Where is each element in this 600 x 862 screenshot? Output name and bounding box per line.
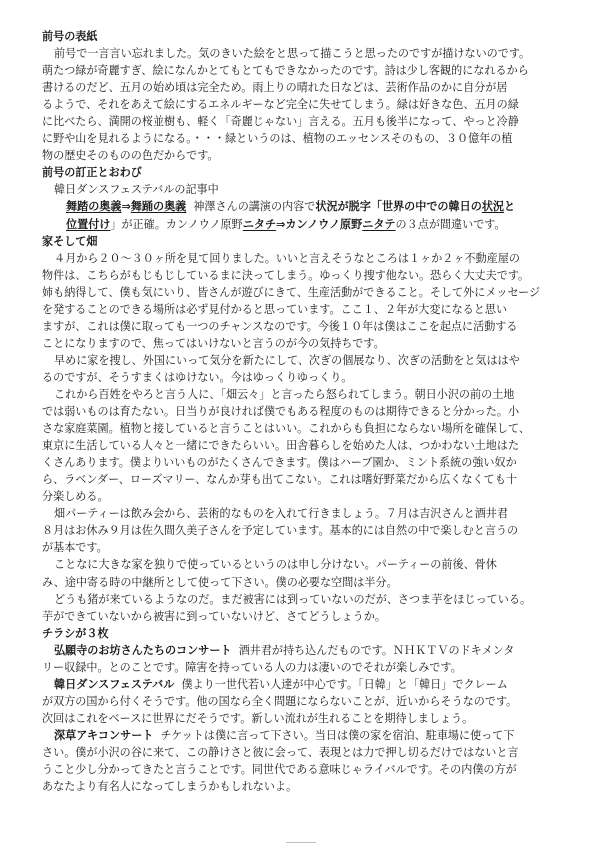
text-line: 次回はこれをベースに世界にだそうです。新しい流れが生れることを期待しましょう。: [42, 711, 474, 725]
section-heading-flyers: チラシが３枚: [42, 626, 109, 640]
flyer-item-temple-concert: [42, 642, 570, 676]
page-footer-mark: [286, 842, 316, 851]
corrections-intro: 韓日ダンスフェステバルの記事中: [54, 183, 219, 197]
arrow-icon: ⇒: [121, 200, 131, 214]
text-line: 酒井君が持ち込んだものです。ＮＨＫＴＶのドキメンタ: [238, 643, 515, 657]
paragraph-cover: [42, 45, 570, 164]
text-line: うこと少し分かってきたと言うことです。同世代である意味じゃライバルです。その内僕の方が: [42, 763, 517, 777]
text-line: 僕より一世代若い人達が中心です。「日韓」と「韓日」でクレーム: [181, 677, 508, 691]
text-line: ますが、これは僕に取っても一つのチャンスなのです。今後１０年は僕はここを起点に活動する: [42, 319, 518, 333]
highlight-term: 状況: [481, 200, 505, 214]
flyer-title: 深草アキコンサート: [54, 728, 154, 742]
text-line: るようで、それをあえて絵にするエネルギーなど完全に失せてしまう。緑は好きな色、五月の緑: [42, 98, 519, 112]
highlight-term: 位置付け: [66, 217, 111, 231]
correction-line-1: [42, 198, 570, 215]
text-line: 畑パーティーは飲み会から、芸術的なものを入れて行きましょう。７月は吉沢さんと酒井君: [54, 507, 508, 521]
text-line: では弱いものは育たない。日当りが良ければ僕でもある程度のものは期待できると分かった。小: [42, 405, 520, 419]
text-line: これから百姓をやろと言う人に、「畑云々」と言ったら怒られてしまう。朝日小沢の前の土地: [54, 387, 515, 401]
text-line: ４月から２０～３０ヶ所を見て回りました。いいと言えそうなところは１ヶか２ヶ不動産屋の: [54, 251, 520, 265]
correction-text: カンノウノ原野: [285, 217, 363, 231]
text-line: に野や山を見れるようになる。・・・緑というのは、植物のエッセンスそのもの、３０億年の植: [42, 132, 513, 146]
text-line: が双方の国から付くそうです。他の国なら全く問題にならないことが、近いからそうなのです。: [42, 694, 518, 708]
text-line: ８月はお休み９月は佐久間久美子さんを予定しています。基本的には自然の中で楽しむと言うの: [42, 524, 519, 538]
text-line: を発することのできる場所は必ず見付かると思っています。ここ１、２年が大変になると思い: [42, 302, 508, 316]
text-line: 前号で一言言い忘れました。気のきいた絵をと思って描こうと思ったのですが描けないのです。: [54, 47, 531, 61]
text-line: リー収録中。とのことです。障害を持っている人の力は凄いのでそれが楽しみです。: [42, 660, 462, 674]
text-line: 姉も納得して、僕も気にいり、皆さんが遊びにきて、生産活動ができること。そして外にメッセージ: [42, 285, 541, 299]
paragraph-farming: [42, 386, 570, 505]
text-line: あなたより有名人になってしまうかもしれないよ。: [42, 780, 298, 794]
paragraph-big-house: [42, 556, 570, 590]
wrong-term: ニタチ: [242, 217, 277, 231]
flyer-item-aki-concert: [42, 727, 570, 795]
section-heading-corrections: 前号の訂正とおわび: [42, 166, 142, 180]
section-heading-cover: 前号の表紙: [42, 30, 98, 43]
text-line: さい。僕が小沢の谷に来て、この静けさと彼に会って、表現とは力で押し切るだけではないと言: [42, 745, 519, 759]
paragraph-boar: [42, 591, 570, 625]
text-line: が基本です。: [42, 541, 108, 555]
text-line: くさんあります。僕よりいいものがたくさんできます。僕はハーブ園か、ミント系統の強い奴か: [42, 456, 517, 470]
correct-term: 舞踊の奥義: [130, 200, 187, 214]
correct-term: ニタテ: [362, 217, 396, 231]
text-line: 萌たつ緑が奇麗すぎ、絵になんかとてもとてもできなかったのです。詩は少し客観的になれるから: [42, 64, 529, 78]
wrong-term: 舞踏の奥義: [66, 200, 122, 214]
correction-text: の３点が間違いです。: [395, 217, 506, 231]
flyer-item-dance-festival: [42, 676, 570, 727]
text-line: 東京に生活している人々と一緒にできたらいい。田舎暮らしを始めた人は、つかわない土地はた: [42, 439, 520, 453]
correction-text: 」が正確。カンノウノ原野: [110, 217, 243, 231]
text-line: 分楽しめる。: [42, 490, 109, 504]
text-line: どうも猪が来ているようなのだ。まだ被害には到っていないのだが、さつま芋をほじっている。: [54, 592, 532, 606]
text-line: 書けるのだど、五月の始め頃は完全ため。雨上りの晴れた日などは、芸術作品のかに自分が居: [42, 81, 508, 95]
arrow-icon: ⇒: [276, 217, 286, 231]
highlight-term: 状況: [315, 200, 338, 214]
paragraph-house: [42, 250, 570, 352]
correction-text: が脱字「世界の中での韓日の: [337, 200, 482, 214]
text-line: ら、ラベンダー、ローズマリー、なんか芽も出てこない。これは嗜好野菜だから広くなくても十: [42, 473, 517, 487]
flyer-title: 韓日ダンスフェステバル: [54, 677, 175, 691]
paragraph-field-party: [42, 505, 570, 556]
correction-line-2: [42, 216, 570, 233]
flyer-title: 弘願寺のお坊さんたちのコンサート: [54, 643, 232, 657]
correction-text: と: [504, 200, 516, 214]
correction-text: 神澤さんの講演の内容で: [193, 200, 316, 214]
text-line: ことになりますので、焦ってはいけないと言うのが今の気持ちです。: [42, 336, 385, 350]
text-line: に比べたら、満開の桜並樹も、軽く「奇麗じゃない」言える。五月も後半になって、やっと冷静: [42, 115, 519, 129]
text-line: チケットは僕に言って下さい。当日は僕の家を宿泊、駐車場に使って下: [160, 728, 515, 742]
text-line: 早めに家を捜し、外国にいって気分を新たにして、次ぎの個展なり、次ぎの活動をと気ははや: [54, 353, 520, 367]
text-line: み、途中寄る時の中継所として使って下さい。僕の必要な空間は半分。: [42, 575, 398, 589]
text-line: 物の歴史そのものの色だからです。: [42, 149, 219, 163]
paragraph-travel: [42, 352, 570, 386]
text-line: さな家庭菜園。植物と接していると言うことはいい。これからも負担にならない場所を確保して、: [42, 422, 530, 436]
section-heading-house-field: 家そして畑: [42, 234, 98, 248]
text-line: 芋ができていないから被害に到っていないけど、さてどうしょうか。: [42, 609, 386, 623]
text-line: ことなに大きな家を独りで使っているというのは申し分けない。パーティーの前後、骨休: [54, 558, 497, 572]
text-line: 物件は、こちらがもじもじしているまに決ってしまう。ゆっくり捜す他ない。恐らく大丈夫です。: [42, 268, 530, 282]
text-line: るのですが、そうすまくはゆけない。今はゆっくりゆっくり。: [42, 370, 353, 384]
page-text: [42, 28, 570, 795]
